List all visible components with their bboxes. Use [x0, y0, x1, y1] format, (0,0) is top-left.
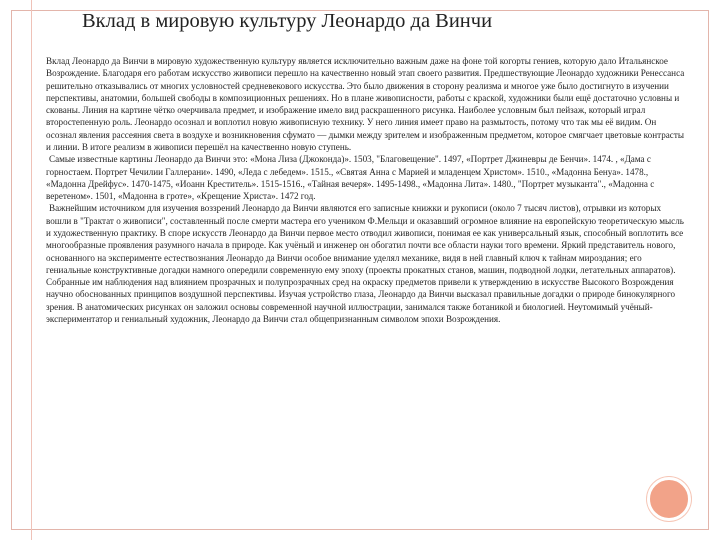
slide-body: [46, 55, 686, 325]
paragraph-famous-works: Самые известные картины Леонардо да Винчи это: «Мона Лиза (Джоконда)». 1503, "Благовещение". 1497, «Портрет Джиневры де Бенчи». 1474. , «Дама с горностаем. Портрет Чечилии Галлерани». 1490, «Леда с лебедем». 1515., «Святая Анна с Марией и младенцем Христом». 1510., «Мадонна Бенуа». 1478., «Мадонна Дрейфус». 1470-1475, «Иоанн Креститель». 1515-1516., «Тайная вечеря». 1495-1498., «Мадонна Лита». 1480., "Портрет музыканта"., «Мадонна с веретеном». 1501, «Мадонна в гроте», «Крещение Христа». 1472 год.: [46, 154, 655, 202]
decorative-circle-icon: [647, 477, 691, 521]
paragraph-notebooks: Важнейшим источником для изучения воззрений Леонардо да Винчи являются его записные книжки и рукописи (около 7 тысяч листов), отрывки из которых вошли в "Трактат о живописи", составленный после смерти мастера его учеником Ф.Мельци и оказавший огромное влияние на европейскую теоретическую мысль и художественную практику. В споре искусств Леонардо да Винчи первое место отводил живописи, понимая ее как универсальный язык, способный воплотить все многообразные проявления разумного начала в природе. Как учёный и инженер он обогатил почти все области науки того времени. Яркий представитель нового, основанного на эксперименте естествознания Леонардо да Винчи особое внимание уделял механике, видя в ней главный ключ к тайнам мироздания; его гениальные конструктивные догадки намного опередили современную ему эпоху (проекты прокатных станов, машин, подводной лодки, летательных аппаратов). Собранные им наблюдения над влиянием прозрачных и полупрозрачных сред на окраску предметов привели к утверждению в искусстве Высокого Возрождения научно обоснованных принципов воздушной перспективы. Изучая устройство глаза, Леонардо да Винчи высказал правильные догадки о природе бинокулярного зрения. В анатомических рисунках он заложил основы современной научной иллюстрации, занимался также ботаникой и биологией. Неутомимый учёный-экспериментатор и гениальный художник, Леонардо да Винчи стал общепризнанным символом эпохи Возрождения.: [46, 203, 684, 324]
slide-title: Вклад в мировую культуру Леонардо да Винчи: [82, 10, 493, 32]
paragraph-contribution: Вклад Леонардо да Винчи в мировую художественную культуру является исключительно важным даже на фоне той когорты гениев, которую дало Итальянское Возрождение. Благодаря его работам искусство живописи перешло на качественно новый этап своего развития. Предшествующие Леонардо художники Ренессанса решительно отказывались от многих условностей средневекового искусства. Это было движения в сторону реализма и многое уже было достигнуто в изучении перспективы, анатомии, большей свободы в композиционных решениях. Но в плане живописности, работы с краской, художники были ещё достаточно условны и скованы. Линия на картине чётко очерчивала предмет, и изображение имело вид раскрашенного рисунка. Наиболее условным был пейзаж, который играл второстепенную роль. Леонардо осознал и воплотил новую живописную технику. У него линия имеет право на размытость, потому что так мы её видим. Он осознал явления рассеяния света в воздухе и возникновения сфумато — дымки между зрителем и изображенным предметом, которое смягчает цветовые контрасты и линии. В итоге реализм в живописи перешёл на качественно новую ступень.: [46, 56, 685, 152]
left-margin-line: [31, 0, 32, 540]
